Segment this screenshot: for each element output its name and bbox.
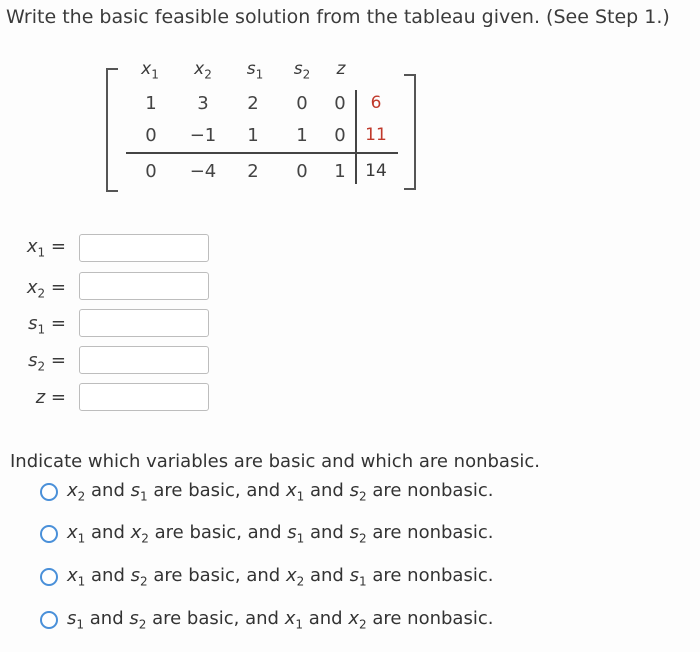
cell-r1-rhs: 6 — [370, 93, 382, 113]
radio-option-4[interactable] — [40, 611, 58, 629]
header-z: z — [336, 59, 346, 79]
cell-r2-rhs: 11 — [365, 125, 387, 145]
header-x2: $x_2$ — [194, 59, 212, 82]
answer-x1-label: $x_1$ = — [26, 236, 66, 260]
objective-row-divider — [126, 152, 398, 154]
cell-r3-c3: 2 — [247, 161, 259, 182]
header-s2: $s_2$ — [293, 59, 311, 82]
cell-r1-c5: 0 — [334, 93, 346, 114]
header-x1: $x_1$ — [141, 59, 159, 82]
answer-z-label: z = — [35, 387, 66, 408]
option-2[interactable] — [40, 522, 493, 546]
cell-r2-c1: 0 — [145, 125, 157, 146]
cell-r1-c3: 2 — [247, 93, 259, 114]
cell-r3-c4: 0 — [296, 161, 308, 182]
left-bracket — [106, 68, 118, 192]
cell-r3-rhs: 14 — [365, 161, 387, 181]
answer-s1-label: $s_1$ = — [28, 313, 66, 337]
right-bracket — [404, 74, 416, 190]
option-1-text: $x_2$ and $s_1$ are basic, and $x_1$ and $s_2$ are nonbasic. — [67, 480, 494, 504]
answer-s2-label: $s_2$ = — [28, 350, 66, 374]
basic-variables-question: Indicate which variables are basic and which are nonbasic. — [10, 451, 540, 472]
cell-r2-c3: 1 — [247, 125, 259, 146]
answer-s1-input[interactable] — [79, 309, 209, 337]
cell-r1-c4: 0 — [296, 93, 308, 114]
cell-r1-c2: 3 — [197, 93, 209, 114]
option-3-text: $x_1$ and $s_2$ are basic, and $x_2$ and $s_1$ are nonbasic. — [67, 565, 494, 589]
option-3[interactable] — [40, 565, 493, 589]
option-4[interactable] — [40, 608, 493, 632]
rhs-divider — [355, 90, 357, 184]
radio-option-1[interactable] — [40, 483, 58, 501]
option-2-text: $x_1$ and $x_2$ are basic, and $s_1$ and $s_2$ are nonbasic. — [67, 522, 494, 546]
option-4-text: $s_1$ and $s_2$ are basic, and $x_1$ and $x_2$ are nonbasic. — [67, 608, 494, 632]
cell-r2-c5: 0 — [334, 125, 346, 146]
answer-x2-input[interactable] — [79, 272, 209, 300]
answer-s2-input[interactable] — [79, 346, 209, 374]
cell-r3-c5: 1 — [334, 161, 346, 182]
option-1[interactable] — [40, 480, 493, 504]
radio-option-2[interactable] — [40, 525, 58, 543]
answer-x1-input[interactable] — [79, 234, 209, 262]
instruction-text: Write the basic feasible solution from the tableau given. (See Step 1.) — [6, 6, 670, 28]
answer-x2-label: $x_2$ = — [26, 277, 66, 301]
cell-r2-c2: −1 — [189, 125, 217, 146]
cell-r2-c4: 1 — [296, 125, 308, 146]
answer-z-input[interactable] — [79, 383, 209, 411]
header-s1: $s_1$ — [246, 59, 264, 82]
cell-r3-c2: −4 — [189, 161, 217, 182]
cell-r3-c1: 0 — [145, 161, 157, 182]
radio-option-3[interactable] — [40, 568, 58, 586]
cell-r1-c1: 1 — [145, 93, 157, 114]
